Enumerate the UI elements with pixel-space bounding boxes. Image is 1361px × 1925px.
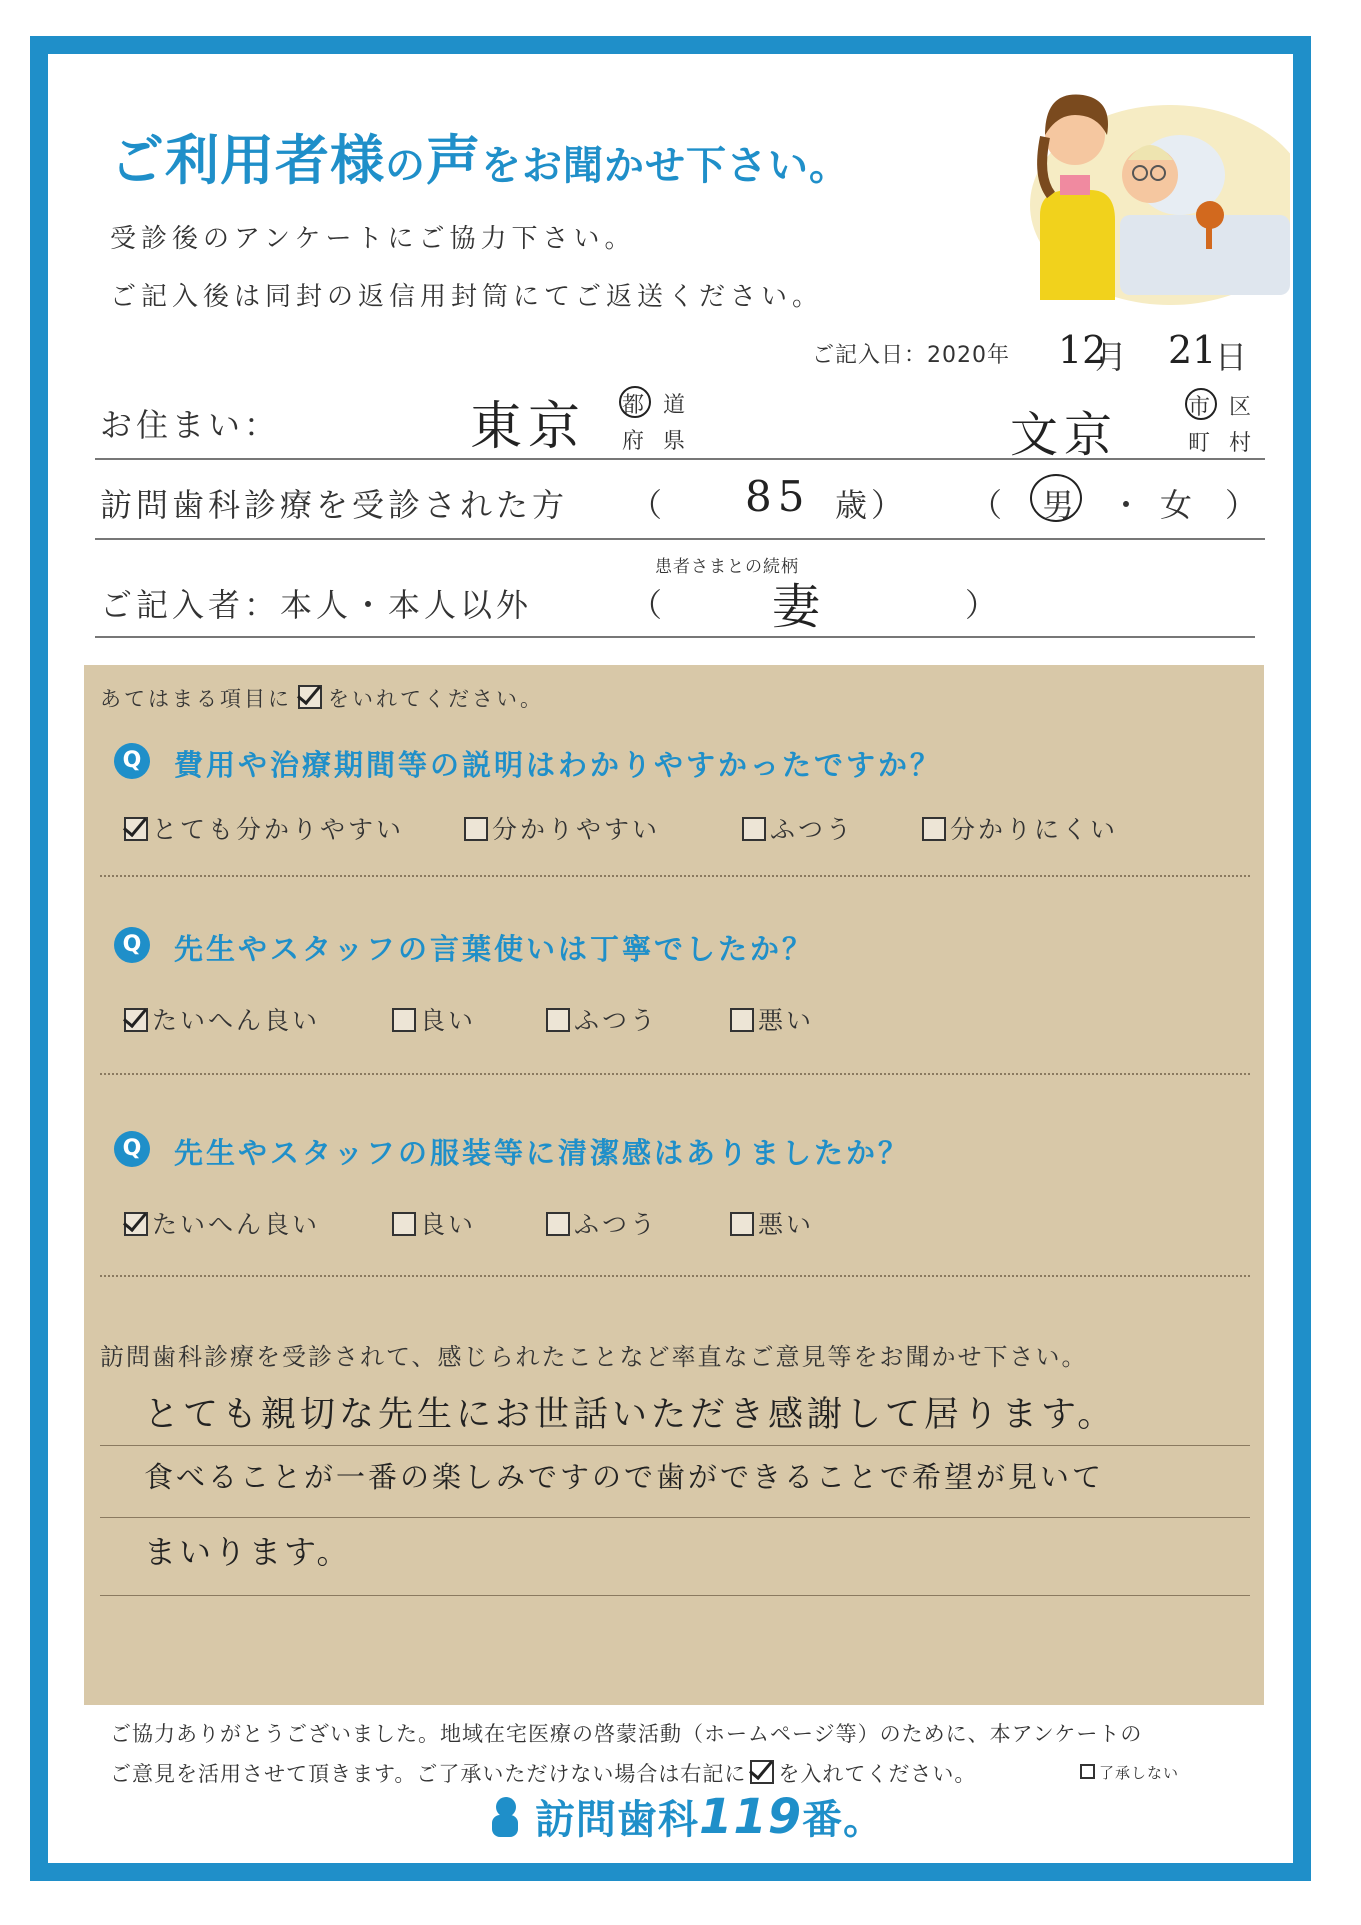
- footer-line-1: ご協力ありがとうございました。地域在宅医療の啓蒙活動（ホームページ等）のために、本アンケートの: [110, 1722, 1143, 1746]
- checkbox-icon[interactable]: [742, 817, 766, 841]
- entry-day-unit: 日: [1215, 338, 1252, 376]
- prefecture-units-top: 都 道: [622, 393, 691, 418]
- relation-open-paren: （: [630, 586, 667, 624]
- q3-option-4[interactable]: 悪い: [730, 1205, 814, 1241]
- sex-open-paren: （: [970, 486, 1007, 524]
- age-open-paren: （: [630, 486, 667, 524]
- q2-option-3[interactable]: ふつう: [546, 1001, 658, 1037]
- q3-option-3[interactable]: ふつう: [546, 1205, 658, 1241]
- q3-option-1[interactable]: たいへん良い: [124, 1205, 320, 1241]
- comment-rule-1: [100, 1445, 1250, 1446]
- male-circle-mark: [1030, 474, 1082, 522]
- entry-month: 12: [1058, 328, 1107, 372]
- relation-value: 妻: [772, 579, 821, 635]
- relation-caption: 患者さまとの続柄: [655, 557, 799, 577]
- sample-checkbox-icon: [298, 685, 322, 709]
- q3-divider: [100, 1275, 1250, 1277]
- city-units-top: 市 区: [1188, 395, 1257, 420]
- caregiver-illustration: [1000, 65, 1290, 305]
- q2-option-2[interactable]: 良い: [392, 1001, 476, 1037]
- q1-option-1[interactable]: とても分かりやすい: [124, 810, 404, 846]
- city-units-bottom: 町 村: [1188, 431, 1257, 456]
- prefecture-circle-mark: [619, 386, 651, 418]
- q2-mark-icon: Q: [114, 927, 150, 963]
- comment-prompt: 訪問歯科診療を受診されて、感じられたことなど率直なご意見等をお聞かせ下さい。: [100, 1343, 1088, 1371]
- checkbox-icon[interactable]: [124, 817, 148, 841]
- sex-male: 男: [1042, 486, 1079, 524]
- checkbox-icon[interactable]: [546, 1212, 570, 1236]
- q2-divider: [100, 1073, 1250, 1075]
- comment-line-2: 食べることが一番の楽しみですので歯ができることで希望が見いて: [144, 1460, 1105, 1494]
- checkbox-icon[interactable]: [124, 1212, 148, 1236]
- patient-label: 訪問歯科診療を受診された方: [100, 486, 569, 524]
- q1-option-3[interactable]: ふつう: [742, 810, 854, 846]
- checkbox-icon[interactable]: [730, 1008, 754, 1032]
- q1-text: 費用や治療期間等の説明はわかりやすかったですか？: [174, 748, 943, 782]
- sex-female: 女: [1160, 486, 1197, 524]
- comment-rule-3: [100, 1595, 1250, 1596]
- comment-line-1: とても親切な先生にお世話いただき感謝して居ります。: [144, 1395, 1117, 1435]
- brand-logo: 訪問歯科119番。: [490, 1788, 884, 1845]
- q1-divider: [100, 875, 1250, 877]
- checkbox-icon[interactable]: [546, 1008, 570, 1032]
- q1-mark-icon: Q: [114, 743, 150, 779]
- prefecture-units-bottom: 府 県: [622, 429, 691, 454]
- q3-option-2[interactable]: 良い: [392, 1205, 476, 1241]
- address-label: お住まい：: [100, 406, 281, 444]
- entry-day: 21: [1168, 328, 1217, 372]
- checkbox-icon[interactable]: [464, 817, 488, 841]
- address-prefecture: 東京: [470, 397, 587, 457]
- age-unit: 歳）: [835, 486, 908, 524]
- comment-rule-2: [100, 1517, 1250, 1518]
- q1-option-4[interactable]: 分かりにくい: [922, 810, 1118, 846]
- q3-text: 先生やスタッフの服装等に清潔感はありましたか？: [174, 1136, 911, 1170]
- survey-panel: [84, 665, 1264, 1705]
- intro-line-1: 受診後のアンケートにご協力下さい。: [110, 224, 636, 254]
- sample-checkbox-icon: [750, 1760, 774, 1784]
- checkbox-icon[interactable]: [124, 1008, 148, 1032]
- address-underline: [95, 458, 1265, 460]
- entry-date-label: ご記入日：2020年: [812, 343, 1010, 368]
- q1-option-2[interactable]: 分かりやすい: [464, 810, 660, 846]
- sex-close-paren: ）: [1225, 486, 1262, 524]
- writer-label: ご記入者：本人・本人以外: [100, 586, 533, 624]
- patient-underline: [95, 538, 1265, 540]
- checkbox-icon[interactable]: [392, 1212, 416, 1236]
- survey-instruction: あてはまる項目に をいれてください。: [100, 687, 544, 711]
- comment-line-3: まいります。: [144, 1533, 352, 1571]
- q2-option-1[interactable]: たいへん良い: [124, 1001, 320, 1037]
- form-title: ご利用者様の声をお聞かせ下さい。: [110, 129, 850, 192]
- checkbox-icon[interactable]: [392, 1008, 416, 1032]
- entry-month-unit: 月: [1095, 338, 1132, 376]
- checkbox-icon[interactable]: [922, 817, 946, 841]
- sex-separator: ・: [1110, 486, 1147, 524]
- q2-option-4[interactable]: 悪い: [730, 1001, 814, 1037]
- q3-mark-icon: Q: [114, 1131, 150, 1167]
- address-city: 文京: [1010, 407, 1119, 463]
- city-circle-mark: [1185, 388, 1217, 420]
- intro-line-2: ご記入後は同封の返信用封筒にてご返送ください。: [110, 282, 824, 312]
- footer-line-2: ご意見を活用させて頂きます。ご了承いただけない場合は右記に を入れてください。: [110, 1762, 977, 1786]
- writer-underline: [95, 636, 1255, 638]
- decline-option[interactable]: 了承しない: [1080, 1762, 1179, 1783]
- patient-age: 85: [745, 472, 811, 521]
- relation-close-paren: ）: [965, 586, 1002, 624]
- checkbox-icon[interactable]: [1080, 1764, 1095, 1779]
- deer-mascot-icon: [490, 1795, 520, 1839]
- checkbox-icon[interactable]: [730, 1212, 754, 1236]
- q2-text: 先生やスタッフの言葉使いは丁寧でしたか？: [174, 932, 815, 966]
